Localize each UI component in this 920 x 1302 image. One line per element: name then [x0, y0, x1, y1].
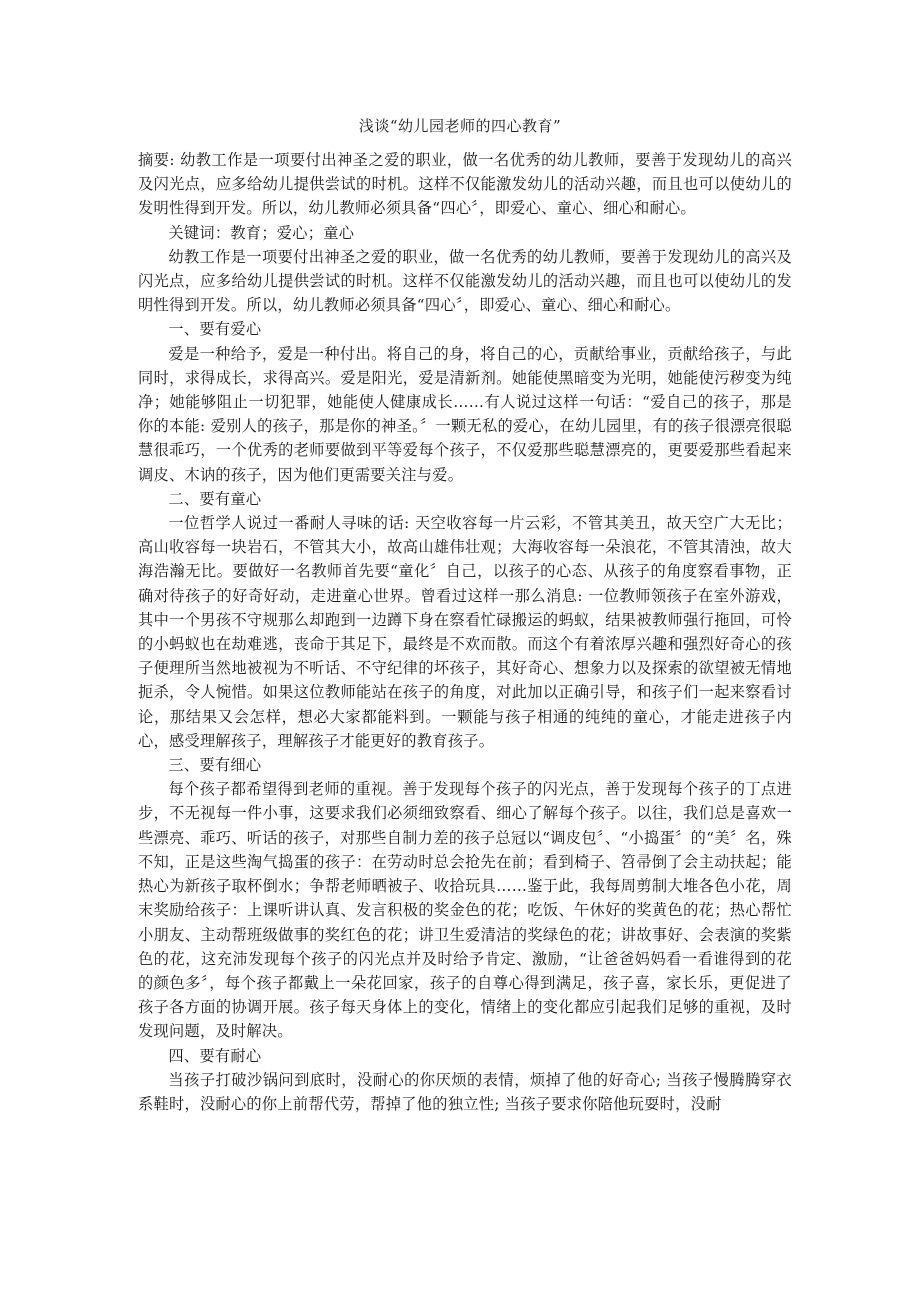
section-heading-careful: 三、要有细心: [168, 756, 262, 775]
section-heading-love: 一、要有爱心: [168, 320, 262, 339]
section-paragraph-patience: 当孩子打破沙锅问到底时，没耐心的你厌烦的表情，烦掉了他的好奇心; 当孩子慢腾腾穿衣系鞋时，没耐心的你上前帮代劳，帮掉了他的独立性; 当孩子要求你陪他玩耍时，没耐: [138, 1070, 792, 1113]
section-paragraph-childlike: 一位哲学人说过一番耐人寻味的话: 天空收容每一片云彩，不管其美丑，故天空广大无比；高山收容每一块岩石，不管其大小，故高山雄伟壮观；大海收容每一朵浪花，不管其清浊，故大海浩瀚无比。要做好一名教师首先要“童化〞自己，以孩子的心态、从孩子的角度察看事物，正确对待孩子的好奇好动，走进童心世界。曾看过这样一那么消息: 一位教师领孩子在室外游戏，其中一个男孩不守规那么却跑到一边蹲下身在察看忙碌搬运的蚂蚁，结果被教师强行拖回，可怜的小蚂蚁也在劫难逃，丧命于其足下，最终是不欢而散。而这个有着浓厚兴趣和强烈好奇心的孩子便理所当然地被视为不听话、不守纪律的坏孩子，其好奇心、想象力以及探索的欲望被无情地扼杀，令人惋惜。如果这位教师能站在孩子的角度，对此加以正确引导，和孩子们一起来察看讨论，那结果又会怎样，想必大家都能料到。一颗能与孩子相通的纯纯的童心，才能走进孩子内心，感受理解孩子，理解孩子才能更好的教育孩子。: [138, 514, 792, 750]
abstract-paragraph: 摘要: 幼教工作是一项要付出神圣之爱的职业，做一名优秀的幼儿教师，要善于发现幼儿的高兴及闪光点，应多给幼儿提供尝试的时机。这样不仅能激发幼儿的活动兴趣，而且也可以使幼儿的发明性得到开发。所以，幼儿教师必须具备“四心〞，即爱心、童心、细心和耐心。: [138, 151, 792, 218]
intro-paragraph: 幼教工作是一项要付出神圣之爱的职业，做一名优秀的幼儿教师，要善于发现幼儿的高兴及闪光点，应多给幼儿提供尝试的时机。这样不仅能激发幼儿的活动兴趣，而且也可以使幼儿的发明性得到开发。所以，幼儿教师必须具备“四心〞，即爱心、童心、细心和耐心。: [138, 247, 792, 315]
document-body: [138, 148, 792, 1116]
section-heading-patience: 四、要有耐心: [168, 1046, 262, 1065]
section-heading-childlike: 二、要有童心: [168, 489, 262, 508]
keywords-line: 关键词：教育；爱心；童心: [168, 223, 355, 242]
section-paragraph-careful: 每个孩子都希望得到老师的重视。善于发现每个孩子的闪光点，善于发现每个孩子的丁点进步，不无视每一件小事，这要求我们必须细致察看、细心了解每个孩子。以往，我们总是喜欢一些漂亮、乖巧、听话的孩子，对那些自制力差的孩子总冠以“调皮包〞、“小捣蛋〞的“美〞名，殊不知，正是这些淘气捣蛋的孩子：在劳动时总会抢先在前；看到椅子、笤帚倒了会主动扶起；能热心为新孩子取杯倒水；争帮老师晒被子、收拾玩具……鉴于此，我每周剪制大堆各色小花，周末奖励给孩子：上课听讲认真、发言积极的奖金色的花；吃饭、午休好的奖黄色的花；热心帮忙小朋友、主动帮班级做事的奖红色的花；讲卫生爱清洁的奖绿色的花；讲故事好、会表演的奖紫色的花，这充沛发现每个孩子的闪光点并及时给予肯定、激励，“让爸爸妈妈看一看谁得到的花的颜色多〞，每个孩子都戴上一朵花回家，孩子的自尊心得到满足，孩子喜，家长乐，更促进了孩子各方面的协调开展。孩子每天身体上的变化，情绪上的变化都应引起我们足够的重视，及时发现问题，及时解决。: [138, 780, 792, 1041]
document-title: 浅谈“幼儿园老师的四心教育”: [358, 117, 562, 135]
section-paragraph-love: 爱是一种给予，爱是一种付出。将自己的身，将自己的心，贡献给事业，贡献给孩子，与此同时，求得成长，求得高兴。爱是阳光，爱是清新剂。她能使黑暗变为光明，她能使污秽变为纯净；她能够阻止一切犯罪，她能使人健康成长……有人说过这样一句话：“爱自己的孩子，那是你的本能: 爱别人的孩子，那是你的神圣。〞一颗无私的爱心，在幼儿园里，有的孩子很漂亮很聪慧很乖巧，一个优秀的老师要做到平等爱每个孩子，不仅爱那些聪慧漂亮的，更要爱那些看起来调皮、木讷的孩子，因为他们更需要关注与爱。: [138, 344, 792, 484]
